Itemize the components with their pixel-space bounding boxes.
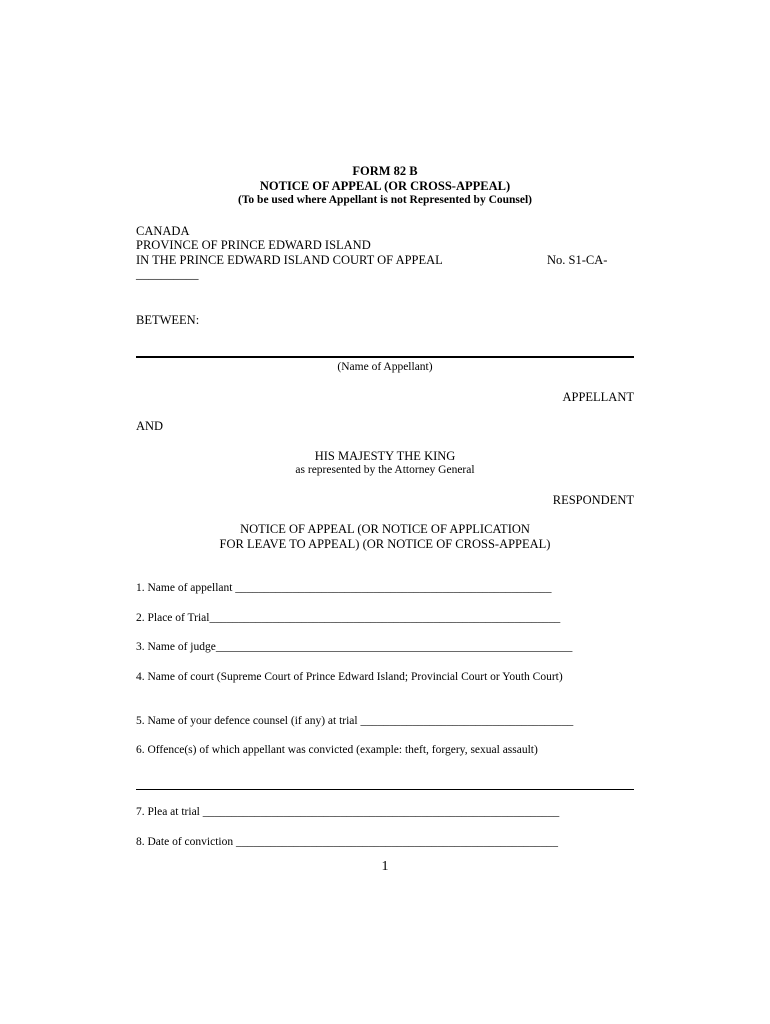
page-number: 1 <box>381 859 389 874</box>
court-name: IN THE PRINCE EDWARD ISLAND COURT OF APPEAL <box>136 253 443 267</box>
item-place-of-trial: 2. Place of Trial_____________________________________________________________ <box>136 612 561 624</box>
offences-answer-line <box>136 789 634 790</box>
case-number-blank: __________ <box>136 267 199 281</box>
province: PROVINCE OF PRINCE EDWARD ISLAND <box>136 238 371 252</box>
notice-heading-line1: NOTICE OF APPEAL (OR NOTICE OF APPLICATION <box>240 522 530 536</box>
respondent-name: HIS MAJESTY THE KING <box>314 449 456 463</box>
item-name-of-appellant: 1. Name of appellant _______________________________________________________ <box>136 582 552 594</box>
item-defence-counsel: 5. Name of your defence counsel (if any) at trial _____________________________________ <box>136 715 574 727</box>
respondent-label: RESPONDENT <box>552 493 634 507</box>
item-date-of-conviction: 8. Date of conviction ________________________________________________________ <box>136 836 558 848</box>
item-name-of-court: 4. Name of court (Supreme Court of Prince Edward Island; Provincial Court or Youth Court) <box>136 671 563 683</box>
country: CANADA <box>136 224 190 238</box>
and-label: AND <box>136 419 164 433</box>
respondent-detail: as represented by the Attorney General <box>295 464 475 476</box>
appellant-caption: (Name of Appellant) <box>337 361 433 373</box>
case-number: No. S1-CA- <box>547 253 608 267</box>
item-offences: 6. Offence(s) of which appellant was convicted (example: theft, forgery, sexual assault) <box>136 744 538 756</box>
form-title: NOTICE OF APPEAL (OR CROSS-APPEAL) <box>259 179 511 193</box>
notice-heading-line2: FOR LEAVE TO APPEAL) (OR NOTICE OF CROSS-APPEAL) <box>219 537 551 551</box>
form-subtitle: (To be used where Appellant is not Represented by Counsel) <box>237 194 533 206</box>
form-number: FORM 82 B <box>352 164 418 178</box>
appellant-name-line <box>136 356 634 358</box>
item-plea-at-trial: 7. Plea at trial ______________________________________________________________ <box>136 806 560 818</box>
item-name-of-judge: 3. Name of judge______________________________________________________________ <box>136 641 573 653</box>
appellant-label: APPELLANT <box>562 390 634 404</box>
between-label: BETWEEN: <box>136 313 200 327</box>
